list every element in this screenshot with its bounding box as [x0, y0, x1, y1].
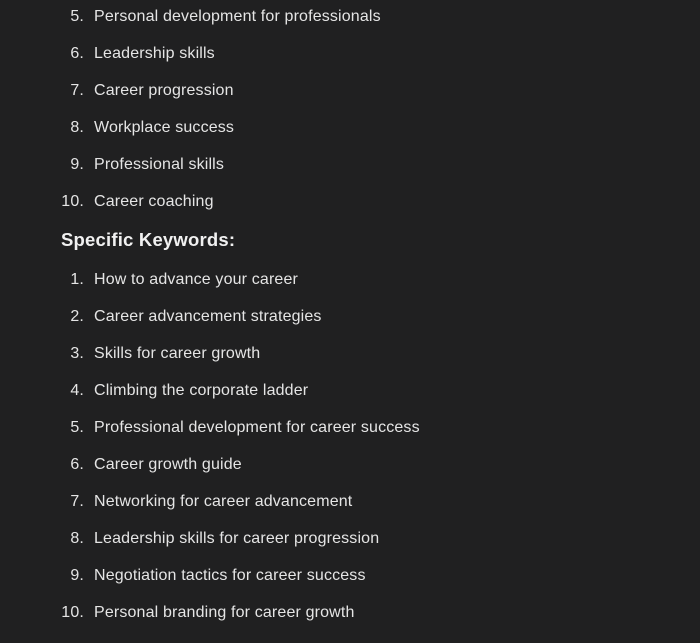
- list-item-number: 7.: [70, 493, 84, 510]
- list-item-text: Career coaching: [94, 193, 214, 210]
- list-item-number: 5.: [70, 419, 84, 436]
- list-item-number: 6.: [70, 456, 84, 473]
- list-item-text: Career growth guide: [94, 456, 242, 473]
- list-item: [0, 43, 700, 64]
- list-item-number: 2.: [70, 308, 84, 325]
- list-item-number: 1.: [70, 271, 84, 288]
- list-item-text: Professional skills: [94, 156, 225, 173]
- list-item-text: Workplace success: [94, 119, 235, 136]
- list-item-text: Climbing the corporate ladder: [94, 382, 309, 399]
- list-item: [0, 117, 700, 138]
- list-item-number: 7.: [70, 82, 84, 99]
- list-item-number: 9.: [70, 156, 84, 173]
- list-item-text: Personal development for professionals: [94, 8, 381, 25]
- list-item-number: 8.: [70, 530, 84, 547]
- list-item-text: How to advance your career: [94, 271, 299, 288]
- list-item: [0, 269, 700, 290]
- list-item: [0, 306, 700, 327]
- list-item: [0, 380, 700, 401]
- list-item-text: Career advancement strategies: [94, 308, 322, 325]
- list-item: [0, 454, 700, 475]
- list-item: [0, 191, 700, 212]
- list-item-number: 9.: [70, 567, 84, 584]
- list-item: [0, 528, 700, 549]
- list-item-text: Skills for career growth: [94, 345, 261, 362]
- list-item-number: 10.: [61, 604, 84, 621]
- list-item-text: Networking for career advancement: [94, 493, 353, 510]
- list-item-number: 10.: [61, 193, 84, 210]
- list-item-number: 5.: [70, 8, 84, 25]
- list-item: [0, 343, 700, 364]
- list-item-text: Professional development for career success: [94, 419, 420, 436]
- list-item: [0, 6, 700, 27]
- list-item-text: Leadership skills: [94, 45, 215, 62]
- general-keywords-list: [0, 6, 700, 212]
- list-item: [0, 565, 700, 586]
- list-item-text: Career progression: [94, 82, 234, 99]
- list-item-text: Negotiation tactics for career success: [94, 567, 366, 584]
- list-item-number: 4.: [70, 382, 84, 399]
- list-item: [0, 154, 700, 175]
- list-item-text: Leadership skills for career progression: [94, 530, 380, 547]
- list-item-number: 6.: [70, 45, 84, 62]
- list-item: [0, 80, 700, 101]
- list-item-number: 8.: [70, 119, 84, 136]
- list-item: [0, 491, 700, 512]
- list-item: [0, 602, 700, 623]
- list-item-text: Personal branding for career growth: [94, 604, 355, 621]
- specific-keywords-list: [0, 269, 700, 623]
- list-item-number: 3.: [70, 345, 84, 362]
- specific-keywords-heading: Specific Keywords:: [61, 229, 236, 250]
- list-item: [0, 417, 700, 438]
